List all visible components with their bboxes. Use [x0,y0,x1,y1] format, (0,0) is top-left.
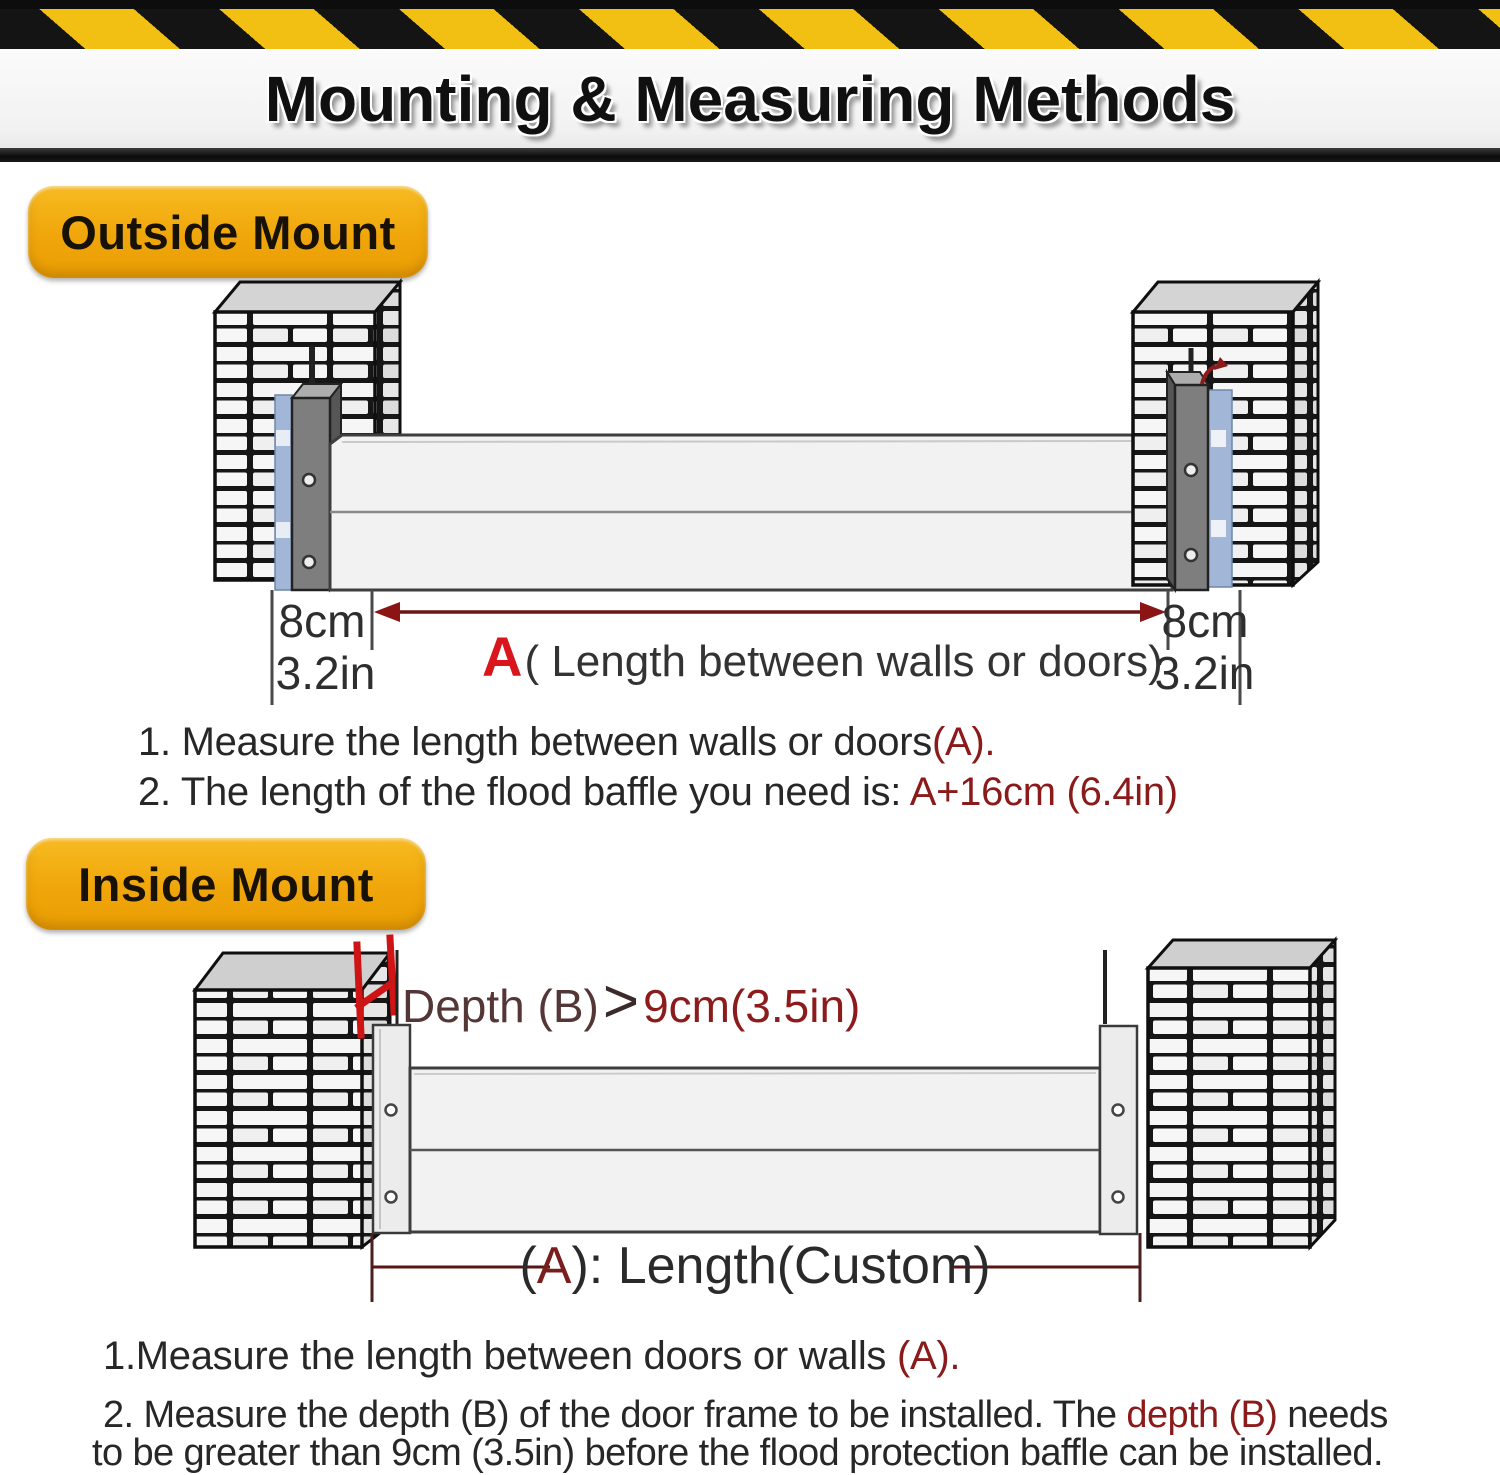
inside-step-3-text: to be greater than 9cm (3.5in) before the flood protection baffle can be installed. [92,1432,1383,1474]
inside-right-pillar [1148,940,1335,1247]
outside-mount-badge [28,186,428,278]
barrier-top-highlight [342,441,1170,442]
outside-step-2-highlight: A+16cm (6.4in) [909,770,1178,814]
inside-step-3 [92,1432,1383,1475]
inside-right-pillar-cap [1148,940,1335,968]
top-black-bar [0,0,1500,9]
depth-bracket-front-line [357,945,361,1035]
outside-dim-left-cm: 8cm [278,595,366,647]
inside-step-1-highlight: (A). [896,1334,961,1378]
seal-strip-blue [1208,390,1232,587]
seal-mark [276,430,290,446]
inside-flood-barrier [410,1068,1100,1232]
inside-mount-badge [26,838,426,930]
inside-right-channel [1100,950,1137,1234]
outside-step-2-text: 2. The length of the flood baffle you need is: [138,770,910,814]
outside-dim-left-in: 3.2in [275,647,376,699]
depth-bracket-back-line [390,938,394,1012]
title-band [0,49,1500,148]
barrier-top-highlight [414,1073,1096,1074]
inside-left-channel [373,1025,410,1233]
outside-dim-right-in: 3.2in [1154,647,1255,699]
dim-arrowhead-left [374,602,400,622]
outside-dim-right-cm: 8cm [1161,595,1249,647]
screw-hole [1185,549,1197,561]
outside-right-pillar-cap [1133,282,1318,312]
seal-mark [1211,430,1226,447]
inside-right-pillar-side [1310,940,1335,1247]
header-divider [0,148,1500,162]
length-rest-text: ): Length(Custom) [571,1237,991,1295]
length-open-paren: ( [519,1237,537,1295]
length-a-letter: A [536,1237,572,1295]
inside-step-2-suffix: needs [1277,1394,1388,1436]
screw-hole [303,556,315,568]
seal-mark [1211,520,1226,537]
caution-tape-stripe [0,9,1500,49]
inside-step-2 [103,1394,1388,1437]
outside-step-1-text: 1. Measure the length between walls or doors [138,720,932,764]
screw-hole [1113,1192,1124,1203]
outside-dim-a-label [482,624,1163,689]
outside-step-1 [138,720,995,765]
page-title: Mounting & Measuring Methods [264,62,1236,135]
inside-mount-badge-label: Inside Mount [78,857,374,911]
inside-step-2-highlight: depth (B) [1126,1394,1278,1436]
screw-hole [1113,1105,1124,1116]
outside-left-pillar-cap [215,282,400,312]
screw-hole [386,1192,397,1203]
inside-left-pillar-front [195,990,362,1247]
outside-step-1-highlight: (A). [931,720,996,764]
outside-mount-badge-label: Outside Mount [60,205,396,259]
seal-mark [276,522,290,538]
screw-hole [386,1105,397,1116]
depth-label-text: Depth (B) [402,980,599,1032]
screw-hole [1185,464,1197,476]
inside-step-1-text: 1.Measure the length between doors or walls [103,1334,897,1378]
inside-length-label [450,1236,1060,1296]
screw-hole [303,474,315,486]
inside-right-pillar-front [1148,968,1310,1247]
inside-step-1 [103,1334,960,1379]
dim-a-description: ( Length between walls or doors) [524,637,1163,686]
inside-depth-label [402,966,860,1037]
outside-step-2 [138,770,1178,815]
depth-value-text: 9cm(3.5in) [643,980,861,1032]
outside-flood-barrier [330,435,1172,590]
dim-a-letter: A [482,625,523,688]
outside-right-pillar-side [1293,282,1318,585]
inside-step-2-text: 2. Measure the depth (B) of the door frame to be installed. The [103,1394,1127,1436]
depth-gt-symbol: > [602,967,640,1036]
seal-strip-blue [275,395,292,590]
